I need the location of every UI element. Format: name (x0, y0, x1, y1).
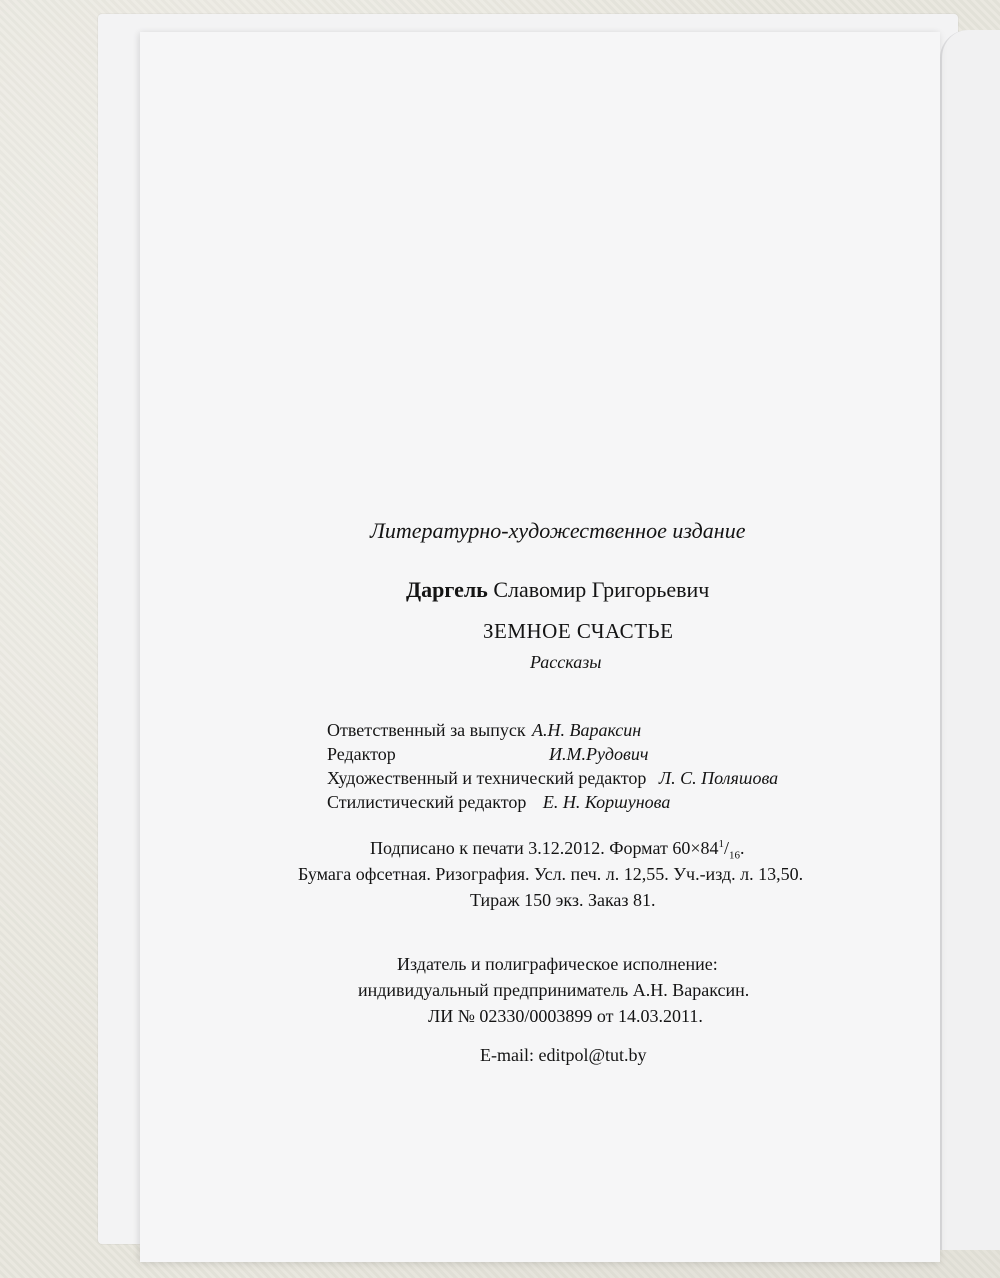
book-page (140, 32, 940, 1262)
publisher-name: индивидуальный предприниматель А.Н. Вараксин. (358, 980, 750, 1000)
print-run-info: Тираж 150 экз. Заказ 81. (470, 890, 656, 910)
publisher-email: E-mail: editpol@tut.by (480, 1045, 647, 1065)
credit-line (327, 792, 670, 813)
format-slash: / (724, 838, 730, 858)
format-numerator: 1 (718, 838, 724, 850)
book-right-page-edge (940, 30, 1000, 1250)
publisher-heading: Издатель и полиграфическое исполнение: (397, 954, 718, 974)
credit-name: Л. С. Поляшова (658, 768, 779, 788)
publisher-license: ЛИ № 02330/0003899 от 14.03.2011. (428, 1006, 703, 1026)
credit-role: Ответственный за выпуск (327, 720, 526, 740)
print-signed-text: Подписано к печати 3.12.2012. Формат 60×84 (370, 838, 719, 858)
edition-genre: Литературно-художественное издание (370, 518, 746, 543)
credit-name: А.Н. Вараксин (532, 720, 642, 740)
credit-name: И.М.Рудович (549, 744, 649, 764)
credit-line (327, 768, 778, 789)
credit-role: Стилистический редактор (327, 792, 527, 812)
print-paper-info: Бумага офсетная. Ризография. Усл. печ. л. 12,55. Уч.-изд. л. 13,50. (298, 864, 804, 884)
credit-name: Е. Н. Коршунова (542, 792, 671, 812)
credit-line (327, 744, 649, 765)
book-title: ЗЕМНОЕ СЧАСТЬЕ (483, 619, 674, 643)
credit-role: Редактор (327, 744, 396, 764)
credit-line (327, 720, 642, 741)
format-denominator: 16 (729, 849, 741, 862)
credit-role: Художественный и технический редактор (327, 768, 647, 788)
author-name (406, 577, 709, 603)
author-given-names: Славомир Григорьевич (493, 577, 710, 602)
book-subtitle: Рассказы (530, 652, 602, 672)
author-surname: Даргель (406, 577, 488, 602)
format-period: . (740, 838, 745, 858)
print-signed-format (370, 838, 745, 862)
